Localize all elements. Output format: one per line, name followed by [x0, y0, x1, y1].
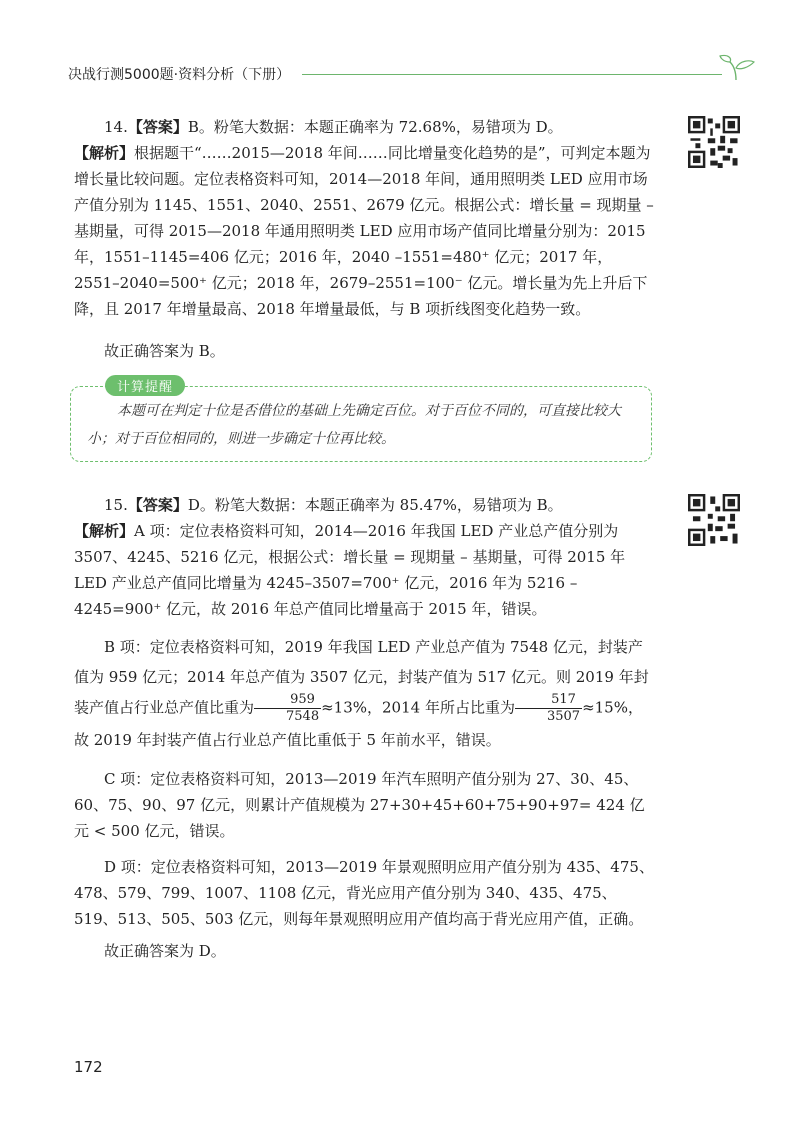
answer-tag: 【答案】	[127, 496, 188, 514]
q15-option-c: C 项：定位表格资料可知，2013—2019 年汽车照明产值分别为 27、30、45、60、75、90、97 亿元，则累计产值规模为 27+30+45+60+75+90+97= 424 亿元 < 500 亿元，错误。	[74, 770, 645, 840]
q15-answer-line	[74, 492, 656, 518]
q15-b-text-1: B 项：定位表格资料可知，2019 年我国 LED 产业总产值为 7548 亿元，封装产值为 959 亿元；2014 年总产值为 3507 亿元，封装产值为 517 亿元。则 2019 年封装产值占行业总产值比重为	[74, 638, 649, 717]
q14-highlight-2: 增长量比较问题	[74, 170, 180, 188]
analysis-tag: 【解析】	[74, 144, 135, 162]
tip-text: 本题可在判定十位是否借位的基础上先确定百位。对于百位不同的，可直接比较大小；对于百位相同的，则进一步确定十位再比较。	[87, 403, 621, 447]
q14-analysis	[74, 140, 656, 322]
q14-highlight-1: 同比增量变化趋势的是	[387, 144, 538, 162]
q14-analysis-text-1: 根据题干“……2015—2018 年间……	[134, 144, 388, 162]
q14-number: 14.	[104, 118, 128, 136]
qr-code-icon[interactable]	[688, 494, 740, 546]
page-number: 172	[74, 1058, 103, 1076]
analysis-tag: 【解析】	[74, 522, 135, 540]
q14-analysis-text-2: ”，可判定本题为	[537, 144, 651, 162]
answer-tag: 【答案】	[127, 118, 188, 136]
book-title: 决战行测5000题·资料分析（下册）	[68, 67, 291, 83]
q15-a-text-1: A 项：定位表格资料可知，2014—2016 年我国 LED 产业总产值分别为 3507、4245、5216 亿元，根据公式：	[74, 522, 619, 566]
q15-answer-text: D。粉笔大数据：本题正确率为 85.47%，易错项为 B。	[187, 496, 563, 514]
q14-analysis-text-4: ，可得 2015—2018 年通用照明类 LED 应用市场产值同比增量分别为：2015 年，1551–1145=406 亿元；2016 年，2040 –1551=480⁺ 亿元；2017 年，2551–2040=500⁺ 亿元；2018 年，2679–2551=100⁻ 亿元。	[74, 222, 646, 292]
fraction-denominator: 3507	[546, 709, 581, 724]
q15-a-text-2: ，可得 2015 年 LED 产业总产值同比增量为 4245–3507=700⁺ 亿元，2016 年为 5216 – 4245=900⁺ 亿元，故 2016 年总产值同比增量高于 2015 年，错误。	[74, 548, 626, 618]
running-header	[68, 62, 748, 86]
q14-highlight-3: 增长量 = 现期量 – 基期量	[74, 196, 654, 240]
q15-number: 15.	[104, 496, 128, 514]
fraction-numerator: 517	[515, 692, 582, 709]
tip-badge: 计算提醒	[105, 375, 185, 396]
q15-option-d: D 项：定位表格资料可知，2013—2019 年景观照明应用产值分别为 435、475、478、579、799、1007、1108 亿元，背光应用产值分别为 340、435、475、519、513、505、503 亿元，则每年景观照明应用产值均高于背光应用产值，正确。	[74, 858, 654, 928]
calculation-tip-box	[70, 380, 652, 462]
q15-option-a	[74, 518, 656, 622]
fraction-959-7548	[254, 692, 321, 725]
fraction-denominator: 7548	[286, 709, 320, 724]
q14-answer-text: B。粉笔大数据：本题正确率为 72.68%，易错项为 D。	[187, 118, 563, 136]
leaf-icon	[718, 54, 758, 82]
q14-highlight-4: 增长量为先上升后下降，且 2017 年增量最高、2018 年增量最低	[74, 274, 648, 318]
q14-answer-line	[74, 114, 656, 140]
qr-code-icon[interactable]	[688, 116, 740, 168]
q15-b-text-2: ≈13%，2014 年所占比重为	[321, 698, 515, 717]
q15-a-highlight: 增长量 = 现期量 – 基期量	[343, 548, 518, 566]
q15-conclusion: 故正确答案为 D。	[104, 942, 226, 960]
q15-b-text-3: ≈15%，故 2019 年封装产值占行业总产值比重低于 5 年前水平，错误。	[74, 698, 643, 749]
q15-option-b	[74, 632, 656, 755]
q14-analysis-text-5: ，与 B 项折线图变化趋势一致。	[374, 300, 591, 318]
header-rule	[302, 74, 722, 75]
q14-analysis-text-3: 。定位表格资料可知，2014—2018 年间，通用照明类 LED 应用市场产值分别为 1145、1551、2040、2551、2679 亿元。根据公式：	[74, 170, 648, 214]
fraction-numerator: 959	[254, 692, 321, 709]
fraction-517-3507	[515, 692, 582, 725]
q14-conclusion: 故正确答案为 B。	[104, 342, 225, 360]
